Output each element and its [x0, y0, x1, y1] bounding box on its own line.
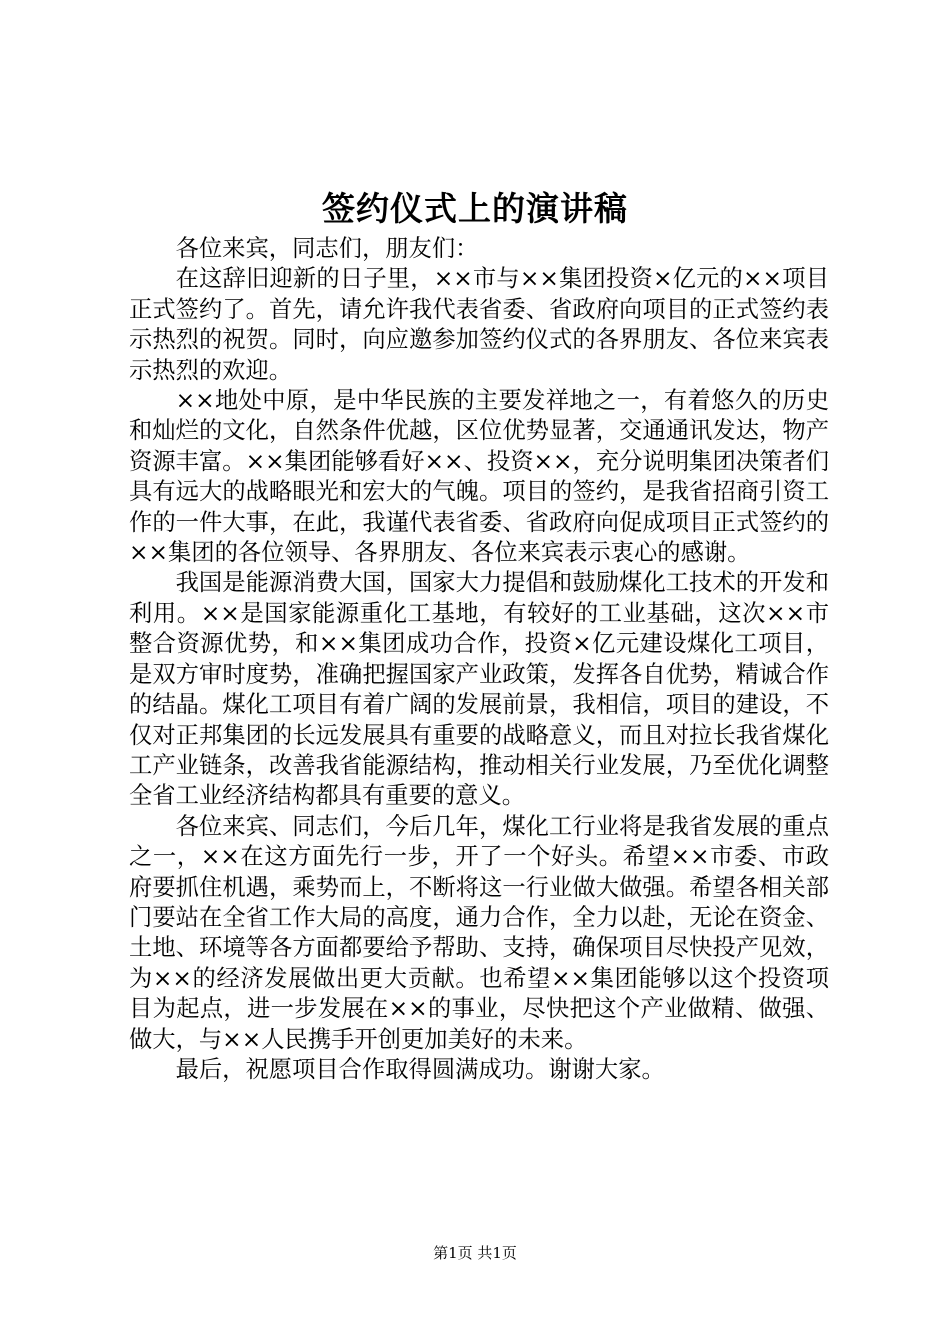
body-paragraph-4: 各位来宾、同志们，今后几年，煤化工行业将是我省发展的重点之一，××在这方面先行一步，开了一个好头。希望××市委、市政府要抓住机遇，乘势而上，不断将这一行业做大做强。希望各相关部门要站在全省工作大局的高度，通力合作，全力以赴，无论在资金、土地、环境等各方面都要给予帮助、支持，确保项目尽快投产见效，为××的经济发展做出更大贡献。也希望××集团能够以这个投资项目为起点，进一步发展在××的事业，尽快把这个产业做精、做强、做大，与××人民携手开创更加美好的未来。: [129, 812, 829, 1053]
body-paragraph-1: 在这辞旧迎新的日子里，××市与××集团投资×亿元的××项目正式签约了。首先，请允许我代表省委、省政府向项目的正式签约表示热烈的祝贺。同时，向应邀参加签约仪式的各界朋友、各位来宾表示热烈的欢迎。: [129, 265, 829, 384]
greeting-paragraph: 各位来宾，同志们，朋友们：: [175, 235, 479, 262]
body-paragraph-2: ××地处中原，是中华民族的主要发祥地之一，有着悠久的历史和灿烂的文化，自然条件优越，区位优势显著，交通通讯发达，物产资源丰富。××集团能够看好××、投资××，充分说明集团决策者们具有远大的战略眼光和宏大的气魄。项目的签约，是我省招商引资工作的一件大事，在此，我谨代表省委、省政府向促成项目正式签约的××集团的各位领导、各界朋友、各位来宾表示衷心的感谢。: [129, 387, 829, 567]
page-footer: 第1页 共1页: [433, 1244, 517, 1262]
body-paragraph-3: 我国是能源消费大国，国家大力提倡和鼓励煤化工技术的开发和利用。××是国家能源重化工基地，有较好的工业基础，这次××市整合资源优势，和××集团成功合作，投资×亿元建设煤化工项目，是双方审时度势，准确把握国家产业政策，发挥各自优势，精诚合作的结晶。煤化工项目有着广阔的发展前景，我相信，项目的建设，不仅对正邦集团的长远发展具有重要的战略意义，而且对拉长我省煤化工产业链条，改善我省能源结构，推动相关行业发展，乃至优化调整全省工业经济结构都具有重要的意义。: [129, 569, 829, 810]
closing-paragraph: 最后，祝愿项目合作取得圆满成功。谢谢大家。: [175, 1055, 665, 1083]
document-title: 签约仪式上的演讲稿: [322, 189, 628, 228]
document-body: [129, 234, 829, 1085]
